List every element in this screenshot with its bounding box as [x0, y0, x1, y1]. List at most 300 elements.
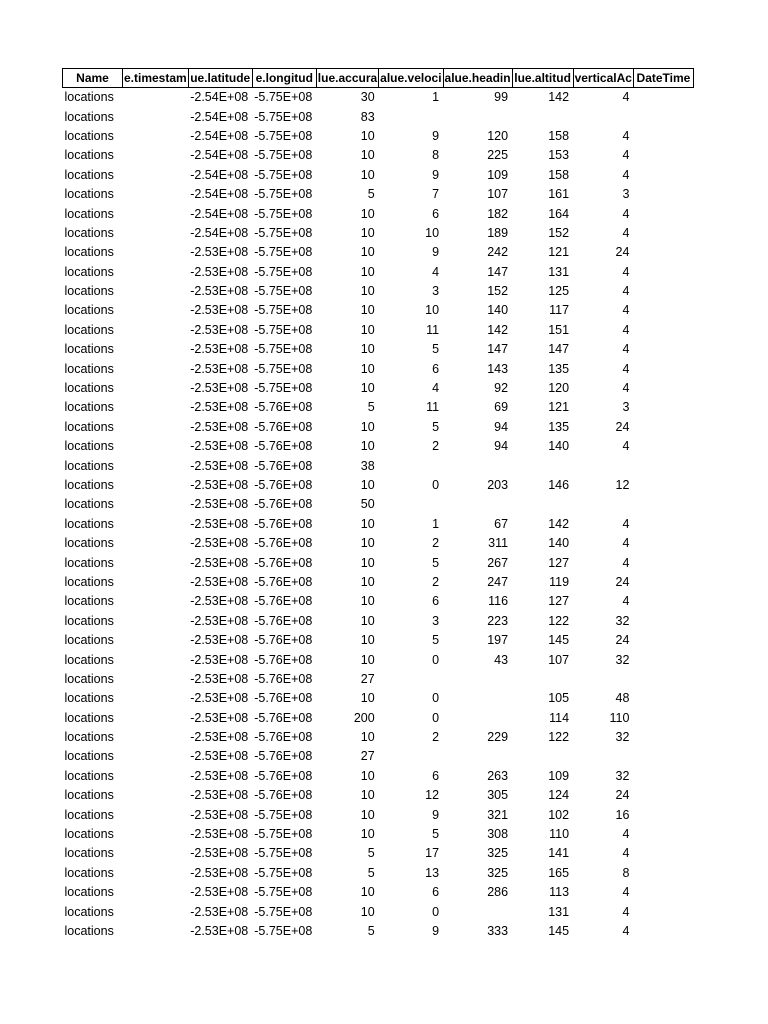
cell-altitude: 122: [548, 613, 570, 628]
cell-longitude: -5.76E+08: [254, 574, 313, 589]
cell-timestamp: [123, 825, 189, 844]
cell-altitude: 145: [548, 923, 570, 938]
cell-name: locations: [64, 904, 114, 919]
cell-longitude: -5.76E+08: [254, 419, 313, 434]
cell-timestamp: [123, 747, 189, 766]
cell-longitude: -5.75E+08: [254, 381, 313, 396]
cell-vertical-accuracy: 4: [622, 206, 630, 221]
cell-datetime: [633, 553, 693, 572]
table-row: [63, 282, 694, 301]
cell-latitude: -2.53E+08: [190, 730, 249, 745]
cell-vertical-accuracy: 32: [615, 768, 630, 783]
cell-longitude: -5.75E+08: [254, 206, 313, 221]
cell-longitude: -5.75E+08: [254, 128, 313, 143]
table-row: [63, 612, 694, 631]
table-row: [63, 379, 694, 398]
cell-vertical-accuracy: 12: [615, 478, 630, 492]
cell-datetime: [633, 185, 693, 204]
cell-timestamp: [123, 573, 189, 592]
cell-velocity: 6: [432, 594, 440, 609]
cell-altitude: 145: [548, 633, 570, 648]
cell-velocity: 6: [432, 206, 440, 221]
cell-latitude: -2.53E+08: [190, 361, 249, 376]
cell-altitude: [512, 495, 573, 514]
cell-longitude: -5.76E+08: [254, 710, 313, 725]
header-name: Name: [63, 69, 123, 88]
table-row: [63, 224, 694, 243]
cell-name: locations: [64, 206, 114, 221]
cell-heading: 247: [487, 574, 509, 589]
cell-datetime: [633, 398, 693, 417]
cell-accuracy: 5: [367, 923, 375, 938]
cell-timestamp: [123, 844, 189, 863]
cell-vertical-accuracy: 4: [622, 827, 630, 842]
cell-vertical-accuracy: 4: [622, 516, 630, 531]
table-row: [63, 263, 694, 282]
cell-heading: 305: [487, 788, 509, 803]
cell-altitude: 146: [548, 478, 570, 492]
cell-longitude: -5.76E+08: [254, 497, 313, 512]
cell-altitude: 140: [548, 536, 570, 551]
table-row: [63, 398, 694, 417]
cell-name: locations: [64, 807, 114, 822]
cell-timestamp: [123, 553, 189, 572]
cell-accuracy: 10: [360, 478, 375, 492]
cell-timestamp: [123, 166, 189, 185]
cell-name: locations: [64, 284, 114, 299]
cell-latitude: -2.53E+08: [190, 574, 249, 589]
cell-altitude: 110: [549, 827, 570, 842]
cell-datetime: [633, 612, 693, 631]
cell-latitude: -2.53E+08: [190, 497, 249, 512]
cell-velocity: 13: [425, 865, 440, 880]
cell-name: locations: [64, 671, 114, 686]
cell-accuracy: 10: [360, 885, 375, 900]
cell-name: locations: [64, 788, 114, 803]
cell-vertical-accuracy: 4: [622, 128, 630, 143]
table-row: [63, 185, 694, 204]
header-row: [63, 69, 694, 88]
cell-latitude: -2.53E+08: [190, 768, 249, 783]
cell-accuracy: 10: [360, 904, 375, 919]
cell-velocity: 6: [432, 885, 440, 900]
cell-latitude: -2.53E+08: [190, 264, 249, 279]
cell-latitude: -2.53E+08: [190, 516, 249, 531]
cell-heading: 203: [487, 478, 509, 492]
cell-heading: 286: [487, 885, 509, 900]
cell-vertical-accuracy: 32: [615, 652, 630, 667]
cell-longitude: -5.75E+08: [254, 90, 313, 105]
cell-heading: 120: [487, 128, 509, 143]
cell-accuracy: 10: [360, 691, 375, 706]
cell-heading: 152: [487, 284, 509, 299]
cell-timestamp: [123, 127, 189, 146]
cell-datetime: [633, 379, 693, 398]
cell-accuracy: 10: [360, 225, 375, 240]
cell-datetime: [633, 418, 693, 437]
cell-heading: 147: [487, 342, 509, 357]
cell-heading: 263: [487, 768, 509, 783]
cell-timestamp: [123, 495, 189, 514]
cell-heading: [443, 689, 512, 708]
cell-longitude: -5.75E+08: [254, 225, 313, 240]
cell-velocity: 0: [432, 904, 440, 919]
cell-datetime: [633, 689, 693, 708]
table-row: [63, 592, 694, 611]
cell-heading: 94: [494, 439, 509, 454]
cell-name: locations: [64, 633, 114, 648]
cell-heading: 43: [494, 652, 509, 667]
cell-datetime: [633, 592, 693, 611]
cell-datetime: [633, 437, 693, 456]
cell-heading: [443, 902, 512, 921]
cell-latitude: -2.53E+08: [190, 691, 249, 706]
cell-vertical-accuracy: [573, 747, 633, 766]
cell-datetime: [633, 709, 693, 728]
cell-accuracy: 10: [360, 167, 375, 182]
cell-longitude: -5.76E+08: [254, 594, 313, 609]
cell-altitude: 105: [548, 691, 570, 706]
cell-longitude: -5.76E+08: [254, 730, 313, 745]
table-row: [63, 786, 694, 805]
table-row: [63, 495, 694, 514]
cell-timestamp: [123, 534, 189, 553]
cell-datetime: [633, 224, 693, 243]
cell-accuracy: 10: [360, 594, 375, 609]
table-row: [63, 166, 694, 185]
cell-vertical-accuracy: 4: [622, 284, 630, 299]
cell-longitude: -5.75E+08: [254, 284, 313, 299]
cell-velocity: [379, 495, 443, 514]
table-row: [63, 418, 694, 437]
cell-heading: [443, 495, 512, 514]
cell-heading: 109: [487, 167, 509, 182]
cell-longitude: -5.75E+08: [254, 322, 313, 337]
cell-latitude: -2.53E+08: [190, 652, 249, 667]
cell-timestamp: [123, 321, 189, 340]
cell-name: locations: [64, 652, 114, 667]
table-row: [63, 670, 694, 689]
cell-timestamp: [123, 476, 189, 495]
cell-heading: 223: [487, 613, 509, 628]
cell-timestamp: [123, 224, 189, 243]
cell-latitude: -2.53E+08: [190, 710, 249, 725]
cell-velocity: 3: [432, 284, 440, 299]
cell-name: locations: [64, 167, 114, 182]
cell-name: locations: [64, 865, 114, 880]
cell-datetime: [633, 146, 693, 165]
cell-altitude: 142: [548, 516, 570, 531]
cell-longitude: -5.76E+08: [254, 788, 313, 803]
cell-datetime: [633, 650, 693, 669]
table-row: [63, 728, 694, 747]
cell-datetime: [633, 243, 693, 262]
cell-velocity: 2: [432, 536, 440, 551]
cell-heading: 321: [487, 807, 509, 822]
cell-latitude: -2.54E+08: [190, 167, 249, 182]
cell-velocity: [379, 670, 443, 689]
cell-name: locations: [64, 342, 114, 357]
table-row: [63, 456, 694, 475]
cell-latitude: -2.53E+08: [190, 555, 249, 570]
cell-accuracy: 10: [360, 613, 375, 628]
cell-latitude: -2.54E+08: [190, 206, 249, 221]
cell-heading: 69: [494, 400, 509, 415]
cell-heading: 189: [487, 225, 509, 240]
cell-timestamp: [123, 670, 189, 689]
cell-timestamp: [123, 631, 189, 650]
cell-datetime: [633, 767, 693, 786]
cell-latitude: -2.53E+08: [190, 846, 249, 861]
cell-vertical-accuracy: 32: [615, 613, 630, 628]
cell-name: locations: [64, 555, 114, 570]
cell-altitude: 140: [548, 439, 570, 454]
cell-timestamp: [123, 515, 189, 534]
cell-heading: 99: [494, 90, 509, 105]
cell-altitude: 117: [549, 303, 570, 318]
cell-datetime: [633, 321, 693, 340]
cell-timestamp: [123, 243, 189, 262]
cell-datetime: [633, 282, 693, 301]
cell-datetime: [633, 728, 693, 747]
cell-velocity: 12: [425, 788, 440, 803]
cell-vertical-accuracy: 4: [622, 536, 630, 551]
cell-name: locations: [64, 109, 114, 124]
cell-longitude: -5.76E+08: [254, 400, 313, 415]
cell-latitude: -2.53E+08: [190, 419, 249, 434]
cell-heading: 311: [488, 536, 509, 551]
cell-name: locations: [64, 400, 114, 415]
cell-name: locations: [64, 187, 114, 202]
cell-vertical-accuracy: 4: [622, 342, 630, 357]
cell-latitude: -2.53E+08: [190, 613, 249, 628]
header-heading: alue.headin: [443, 69, 512, 88]
cell-velocity: 4: [432, 381, 440, 396]
cell-name: locations: [64, 90, 114, 105]
cell-latitude: -2.53E+08: [190, 904, 249, 919]
cell-datetime: [633, 127, 693, 146]
cell-vertical-accuracy: 4: [622, 885, 630, 900]
cell-longitude: -5.75E+08: [254, 865, 313, 880]
cell-longitude: -5.75E+08: [254, 109, 313, 124]
table-row: [63, 553, 694, 572]
cell-accuracy: 10: [360, 555, 375, 570]
cell-velocity: 0: [432, 710, 440, 725]
cell-latitude: -2.54E+08: [190, 187, 249, 202]
cell-longitude: -5.76E+08: [254, 478, 313, 492]
cell-accuracy: 5: [367, 846, 375, 861]
cell-name: locations: [64, 128, 114, 143]
cell-name: locations: [64, 691, 114, 706]
cell-vertical-accuracy: 4: [622, 264, 630, 279]
cell-heading: 107: [487, 187, 509, 202]
cell-longitude: -5.75E+08: [254, 807, 313, 822]
cell-altitude: 114: [549, 710, 570, 725]
cell-longitude: -5.76E+08: [254, 768, 313, 783]
cell-velocity: 0: [432, 652, 440, 667]
cell-name: locations: [64, 419, 114, 434]
table-row: [63, 767, 694, 786]
cell-vertical-accuracy: 16: [615, 807, 630, 822]
cell-accuracy: 50: [360, 497, 375, 512]
cell-datetime: [633, 495, 693, 514]
table-row: [63, 534, 694, 553]
cell-velocity: 1: [432, 90, 440, 105]
cell-latitude: -2.53E+08: [190, 865, 249, 880]
cell-altitude: [512, 670, 573, 689]
cell-accuracy: 200: [353, 710, 375, 725]
cell-timestamp: [123, 864, 189, 883]
cell-altitude: 152: [548, 225, 570, 240]
cell-timestamp: [123, 786, 189, 805]
cell-timestamp: [123, 922, 189, 941]
header-latitude: ue.latitude: [188, 69, 252, 88]
cell-datetime: [633, 825, 693, 844]
cell-name: locations: [64, 613, 114, 628]
cell-heading: [443, 747, 512, 766]
cell-velocity: 0: [432, 691, 440, 706]
cell-heading: 142: [487, 322, 509, 337]
cell-latitude: -2.53E+08: [190, 633, 249, 648]
cell-datetime: [633, 515, 693, 534]
cell-timestamp: [123, 709, 189, 728]
cell-datetime: [633, 922, 693, 941]
cell-velocity: 11: [426, 400, 440, 415]
cell-vertical-accuracy: 4: [622, 846, 630, 861]
cell-datetime: [633, 88, 693, 108]
cell-velocity: 9: [432, 245, 440, 260]
cell-velocity: [379, 107, 443, 126]
cell-latitude: -2.53E+08: [190, 923, 249, 938]
header-vertical-accuracy: verticalAc: [573, 69, 633, 88]
cell-name: locations: [64, 710, 114, 725]
cell-altitude: 135: [548, 361, 570, 376]
cell-altitude: 121: [548, 400, 570, 415]
cell-velocity: 5: [432, 342, 440, 357]
cell-heading: 182: [487, 206, 509, 221]
cell-velocity: 2: [432, 730, 440, 745]
cell-longitude: -5.75E+08: [254, 245, 313, 260]
cell-altitude: 113: [549, 885, 570, 900]
cell-altitude: 165: [548, 865, 570, 880]
cell-latitude: -2.53E+08: [190, 342, 249, 357]
cell-timestamp: [123, 185, 189, 204]
cell-altitude: 147: [548, 342, 570, 357]
cell-datetime: [633, 573, 693, 592]
cell-timestamp: [123, 612, 189, 631]
cell-name: locations: [64, 361, 114, 376]
cell-altitude: 141: [548, 846, 570, 861]
cell-timestamp: [123, 379, 189, 398]
cell-altitude: 161: [548, 187, 570, 202]
header-datetime: DateTime: [633, 69, 693, 88]
cell-name: locations: [64, 846, 114, 861]
cell-vertical-accuracy: 4: [622, 361, 630, 376]
cell-name: locations: [64, 574, 114, 589]
cell-name: locations: [64, 497, 114, 512]
cell-vertical-accuracy: 4: [622, 923, 630, 938]
cell-vertical-accuracy: 24: [615, 245, 630, 260]
cell-name: locations: [64, 536, 114, 551]
cell-longitude: -5.75E+08: [254, 885, 313, 900]
cell-accuracy: 10: [360, 381, 375, 396]
cell-name: locations: [64, 303, 114, 318]
header-altitude: lue.altitud: [512, 69, 573, 88]
cell-altitude: [512, 107, 573, 126]
cell-vertical-accuracy: 4: [622, 322, 630, 337]
cell-datetime: [633, 204, 693, 223]
cell-timestamp: [123, 263, 189, 282]
cell-longitude: -5.75E+08: [254, 187, 313, 202]
cell-altitude: 158: [548, 167, 570, 182]
cell-longitude: -5.76E+08: [254, 439, 313, 454]
table-row: [63, 243, 694, 262]
cell-datetime: [633, 359, 693, 378]
cell-accuracy: 10: [360, 827, 375, 842]
cell-datetime: [633, 476, 693, 495]
cell-name: locations: [64, 322, 114, 337]
cell-altitude: 131: [548, 904, 570, 919]
table-row: [63, 844, 694, 863]
table-row: [63, 883, 694, 902]
cell-vertical-accuracy: 4: [622, 555, 630, 570]
cell-name: locations: [64, 730, 114, 745]
cell-vertical-accuracy: 4: [622, 303, 630, 318]
cell-timestamp: [123, 902, 189, 921]
cell-latitude: -2.53E+08: [190, 749, 249, 764]
cell-vertical-accuracy: 24: [615, 788, 630, 803]
table-row: [63, 340, 694, 359]
table-row: [63, 747, 694, 766]
cell-longitude: -5.75E+08: [254, 846, 313, 861]
cell-name: locations: [64, 245, 114, 260]
cell-heading: 94: [494, 419, 509, 434]
cell-timestamp: [123, 359, 189, 378]
cell-datetime: [633, 301, 693, 320]
header-longitude: e.longitud: [252, 69, 316, 88]
cell-accuracy: 10: [360, 574, 375, 589]
cell-altitude: 151: [548, 322, 570, 337]
cell-latitude: -2.53E+08: [190, 458, 249, 473]
cell-heading: 116: [488, 594, 509, 609]
table-row: [63, 805, 694, 824]
cell-altitude: 120: [548, 381, 570, 396]
cell-heading: 147: [487, 264, 509, 279]
cell-timestamp: [123, 883, 189, 902]
cell-altitude: 158: [548, 128, 570, 143]
cell-heading: 225: [487, 148, 509, 163]
location-data-table: [62, 68, 694, 941]
table-row: [63, 107, 694, 126]
table-row: [63, 146, 694, 165]
cell-altitude: 142: [548, 90, 570, 105]
cell-heading: [443, 107, 512, 126]
cell-vertical-accuracy: [573, 107, 633, 126]
cell-altitude: [512, 747, 573, 766]
cell-latitude: -2.53E+08: [190, 536, 249, 551]
cell-heading: 197: [487, 633, 509, 648]
cell-timestamp: [123, 650, 189, 669]
cell-heading: 92: [494, 381, 509, 396]
cell-heading: 229: [487, 730, 509, 745]
cell-velocity: 11: [426, 322, 440, 337]
cell-vertical-accuracy: [573, 495, 633, 514]
cell-accuracy: 5: [367, 865, 375, 880]
cell-accuracy: 10: [360, 633, 375, 648]
cell-longitude: -5.76E+08: [254, 516, 313, 531]
cell-accuracy: 10: [360, 206, 375, 221]
cell-timestamp: [123, 107, 189, 126]
